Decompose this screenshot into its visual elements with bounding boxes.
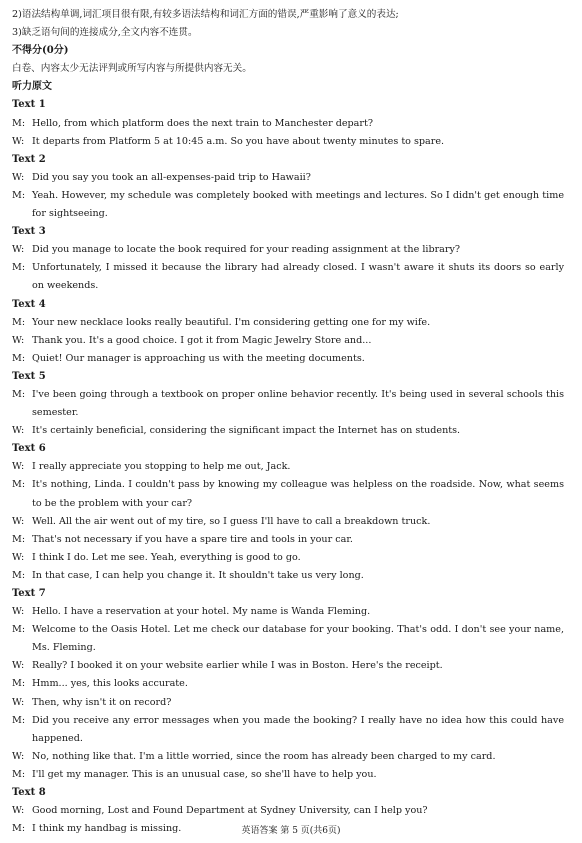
speaker-label: W: [12,805,25,817]
dialogue-text: Hello. I have a reservation at your hotel. My name is Wanda Fleming. [32,606,371,618]
dialogue-text: Did you say you took an all-expenses-paid trip to Hawaii? [32,171,311,183]
speaker-label: W: [12,135,25,147]
dialogue-line [12,458,564,476]
dialogue-line [12,513,564,531]
dialogue-line [12,169,564,187]
speaker-label: M: [12,768,26,780]
speaker-label: W: [12,171,25,183]
text-heading: Text 7 [12,588,46,599]
zero-score-text: 白卷、内容太少无法评判或所写内容与所提供内容无关。 [12,63,252,75]
speaker-label: M: [12,189,26,201]
dialogue-text: I think I do. Let me see. Yeah, everything is good to go. [32,551,301,563]
speaker-label: W: [12,606,25,618]
dialogue-line [12,386,564,422]
dialogue-text: I'll get my manager. This is an unusual case, so she'll have to help you. [32,768,377,780]
dialogue-line [12,549,564,567]
speaker-label: W: [12,660,25,672]
speaker-label: W: [12,425,25,437]
speaker-label: W: [12,515,25,527]
dialogue-text: It's nothing, Linda. I couldn't pass by knowing my colleague was helpless on the roadside. Now, what seems to be the problem with your car? [32,479,564,509]
speaker-label: M: [12,678,26,690]
dialogue-text: Welcome to the Oasis Hotel. Let me check our database for your booking. That's odd. I don't see your name, Ms. Fleming. [32,624,564,654]
dialogue-line [12,133,564,151]
dialogue-line [12,531,564,549]
dialogue-line [12,603,564,621]
zero-score-heading: 不得分(0分) [12,45,69,57]
transcript-heading: 听力原文 [12,81,52,93]
speaker-label: M: [12,117,26,129]
speaker-label: M: [12,262,26,274]
speaker-label: W: [12,461,25,473]
speaker-label: M: [12,533,26,545]
text-heading: Text 6 [12,443,46,455]
dialogue-text: I've been going through a textbook on proper online behavior recently. It's being used in several schools this semester. [32,388,564,419]
dialogue-text: That's not necessary if you have a spare tire and tools in your car. [32,533,353,545]
criteria-line-2: 2)语法结构单调,词汇项目很有限,有较多语法结构和词汇方面的错误,严重影响了意义的表达; [12,9,399,20]
speaker-label: W: [12,244,25,256]
dialogue-text: It's certainly beneficial, considering the significant impact the Internet has on students. [32,425,461,437]
speaker-label: M: [12,352,26,364]
dialogue-line [12,712,564,748]
dialogue-text: Did you receive any error messages when you made the booking? I really have no idea how this could have happened. [32,714,564,744]
dialogue-text: Yeah. However, my schedule was completely booked with meetings and lectures. So I didn't get enough time for sightseeing. [32,189,564,220]
dialogue-text: Quiet! Our manager is approaching us with the meeting documents. [32,352,365,364]
text-heading: Text 1 [12,99,46,111]
speaker-label: W: [12,551,25,563]
speaker-label: M: [12,569,26,581]
dialogue-text: Hmm... yes, this looks accurate. [32,678,188,690]
dialogue-text: Your new necklace looks really beautiful. I'm considering getting one for my wife. [32,316,431,328]
speaker-label: W: [12,334,25,346]
dialogue-text: Really? I booked it on your website earlier while I was in Boston. Here's the receipt. [32,660,443,672]
dialogue-text: Then, why isn't it on record? [32,696,172,708]
dialogue-line [12,350,564,368]
speaker-label: W: [12,750,25,762]
criteria-line-3: 3)缺乏语句间的连接成分,全文内容不连贯。 [12,27,198,39]
dialogue-text: Unfortunately, I missed it because the library had already closed. I wasn't aware it shuts its doors so early on weekends. [32,262,564,292]
dialogue-text: Good morning, Lost and Found Department at Sydney University, can I help you? [32,805,428,817]
dialogue-line [12,241,564,259]
page-footer: 英语答案 第 5 页(共6页) [241,826,341,836]
speaker-label: M: [12,823,26,835]
speaker-label: W: [12,696,25,708]
dialogue-text: Well. All the air went out of my tire, so I guess I'll have to call a breakdown truck. [32,515,431,527]
dialogue-line [12,314,564,332]
speaker-label: M: [12,624,26,636]
dialogue-text: In that case, I can help you change it. It shouldn't take us very long. [32,569,364,581]
text-heading: Text 8 [12,787,46,799]
dialogue-line [12,657,564,675]
dialogue-line [12,621,564,657]
speaker-label: M: [12,388,26,400]
dialogue-line [12,115,564,133]
dialogue-text: I really appreciate you stopping to help me out, Jack. [32,461,291,473]
text-heading: Text 3 [12,226,46,238]
speaker-label: M: [12,479,26,491]
dialogue-line [12,476,564,512]
dialogue-line [12,694,564,712]
speaker-label: M: [12,316,26,328]
speaker-label: M: [12,714,26,726]
text-heading: Text 2 [12,153,46,165]
dialogue-line [12,748,564,766]
dialogue-line [12,567,564,585]
dialogue-text: No, nothing like that. I'm a little worried, since the room has already been charged to my card. [32,750,496,762]
text-heading: Text 5 [12,370,46,382]
dialogue-text: Did you manage to locate the book required for your reading assignment at the library? [32,244,461,256]
dialogue-line [12,422,564,440]
text-heading: Text 4 [12,298,46,310]
dialogue-line [12,332,564,350]
dialogue-line [12,802,564,820]
dialogue-text: It departs from Platform 5 at 10:45 a.m. So you have about twenty minutes to spare. [32,135,445,147]
dialogue-text: Thank you. It's a good choice. I got it from Magic Jewelry Store and... [32,334,372,346]
dialogue-line [12,675,564,693]
dialogue-line [12,766,564,784]
dialogue-line [12,187,564,223]
dialogue-line [12,259,564,295]
dialogue-text: Hello, from which platform does the next train to Manchester depart? [32,117,373,129]
transcript-body [12,96,564,838]
dialogue-text: I think my handbag is missing. [32,823,182,835]
